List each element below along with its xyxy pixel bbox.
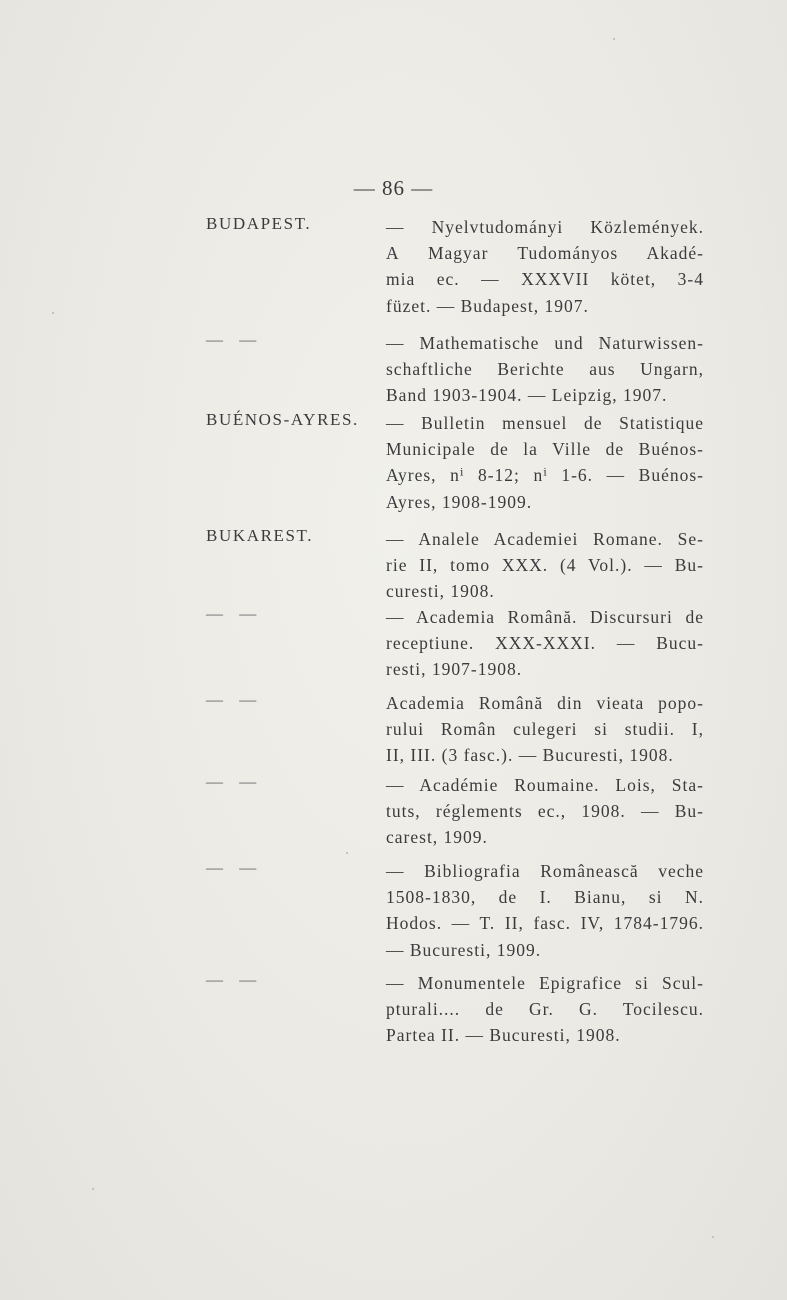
entry-line: 1508-1830, de I. Bianu, si N.	[386, 887, 704, 908]
entry-text	[386, 410, 704, 515]
entry-line: — Monumentele Epigrafice si Scul-	[386, 973, 704, 993]
entry-line: — Nyelvtudományi Közlemények.	[386, 217, 704, 237]
entry-line: receptiune. XXX-XXXI. — Bucu-	[386, 633, 704, 654]
entry-city: BUÉNOS-AYRES.	[206, 410, 359, 429]
entry-text	[386, 690, 704, 769]
entry-line: schaftliche Berichte aus Ungarn,	[386, 359, 704, 380]
entry-text	[386, 858, 704, 963]
entry-line: curesti, 1908.	[386, 581, 495, 602]
entry-line: II, III. (3 fasc.). — Bucuresti, 1908.	[386, 745, 674, 766]
paper-speck	[712, 1236, 714, 1238]
entry-line: — Académie Roumaine. Lois, Sta-	[386, 775, 704, 795]
entry-line: Municipale de la Ville de Buénos-	[386, 439, 704, 460]
entry-text	[386, 330, 704, 409]
entry-line: — Mathematische und Naturwissen-	[386, 333, 704, 353]
author-hodos: Hodos. — T. II, fasc. IV, 1784-1796.	[386, 913, 704, 934]
entry-line: — Bucuresti, 1909.	[386, 939, 542, 960]
paper-speck	[346, 852, 348, 854]
entry-line: A Magyar Tudományos Akadé-	[386, 243, 704, 264]
ditto-mark: — —	[206, 604, 263, 623]
entry-line: — Analele Academiei Romane. Se-	[386, 529, 704, 549]
entry-line: Partea II. — Bucuresti, 1908.	[386, 1025, 621, 1046]
entry-text	[386, 526, 704, 605]
entry-line: füzet. — Budapest, 1907.	[386, 295, 589, 316]
entry-city: BUKAREST.	[206, 526, 314, 545]
ditto-mark: — —	[206, 858, 263, 877]
entry-line	[386, 910, 704, 936]
ditto-mark: — —	[206, 330, 263, 349]
entry-line: mia ec. — XXXVII kötet, 3-4	[386, 269, 704, 290]
entry-city: BUDAPEST.	[206, 214, 312, 233]
entry-line: Academia Română din vieata popo-	[386, 693, 704, 713]
entry-text	[386, 214, 704, 319]
entry-line: carest, 1909.	[386, 827, 488, 848]
paper-speck	[613, 38, 615, 40]
entry-text	[386, 970, 704, 1049]
page-number: — 86 —	[353, 176, 434, 200]
entry-text	[386, 604, 704, 683]
ditto-mark: — —	[206, 772, 263, 791]
entry-line: — Academia Română. Discursuri de	[386, 607, 704, 627]
entry-line: pturali.... de Gr. G. Tocilescu.	[386, 999, 704, 1020]
ditto-mark: — —	[206, 690, 263, 709]
entry-line: rie II, tomo XXX. (4 Vol.). — Bu-	[386, 555, 704, 576]
entry-line: Ayres, nⁱ 8-12; nⁱ 1-6. — Buénos-	[386, 465, 704, 486]
entry-line: — Bibliografia Românească veche	[386, 861, 704, 881]
entry-line: resti, 1907-1908.	[386, 659, 523, 680]
entry-line: Band 1903-1904. — Leipzig, 1907.	[386, 385, 668, 406]
entry-line: Ayres, 1908-1909.	[386, 491, 533, 512]
entry-line: rului Român culegeri si studii. I,	[386, 719, 704, 740]
ditto-mark: — —	[206, 970, 263, 989]
entry-text	[386, 772, 704, 851]
entry-line: tuts, réglements ec., 1908. — Bu-	[386, 801, 704, 822]
paper-speck	[92, 1188, 94, 1190]
paper-speck	[52, 312, 54, 314]
entry-line: — Bulletin mensuel de Statistique	[386, 413, 704, 433]
